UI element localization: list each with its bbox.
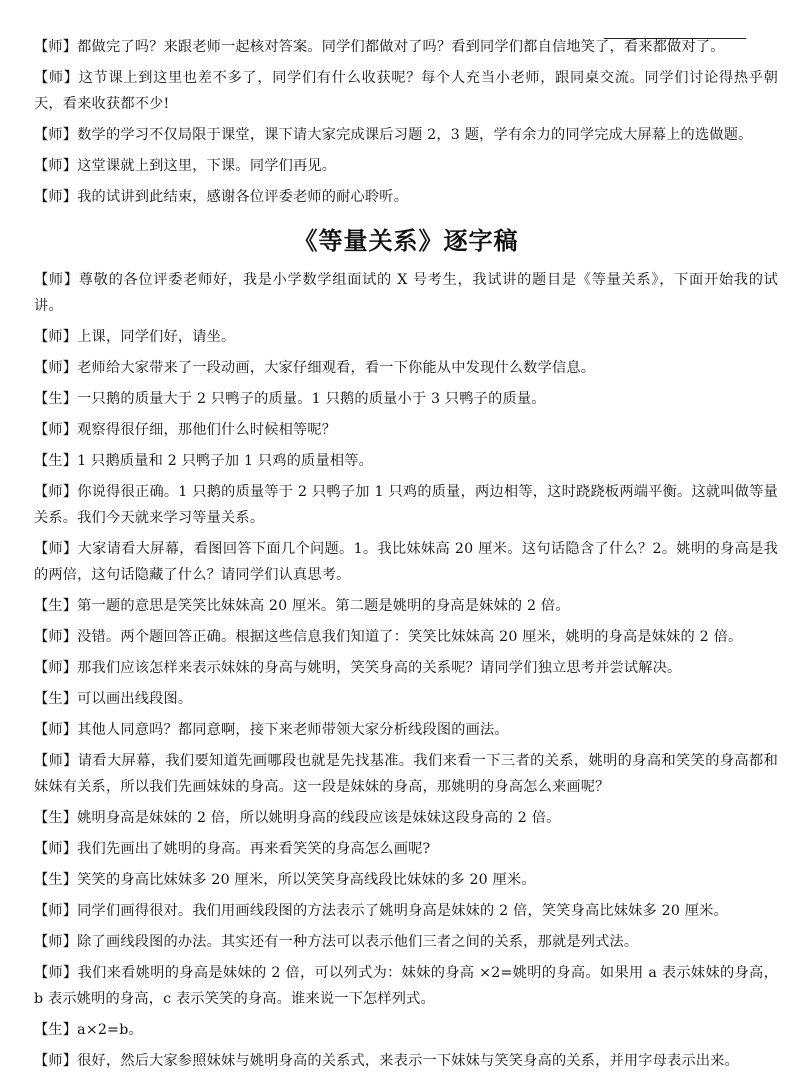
dialogue-text: 除了画线段图的办法。其实还有一种方法可以表示他们三者之间的关系，那就是列式法。 xyxy=(77,934,639,950)
document-title: 《等量关系》逐字稿 xyxy=(293,226,519,255)
dialogue-text: 1 只鹅质量和 2 只鸭子加 1 只鸡的质量相等。 xyxy=(77,453,373,469)
speaker-tag: 【生】 xyxy=(34,598,78,614)
dialogue-text: 我的试讲到此结束，感谢各位评委老师的耐心聆听。 xyxy=(77,189,409,205)
dialogue-line xyxy=(34,1048,778,1074)
dialogue-line xyxy=(34,267,778,319)
speaker-tag: 【师】 xyxy=(34,70,79,86)
dialogue-line xyxy=(34,448,778,474)
dialogue-text: 可以画出线段图。 xyxy=(77,691,193,707)
dialogue-line xyxy=(34,386,778,412)
dialogue-line xyxy=(34,324,778,350)
dialogue-text: 姚明身高是妹妹的 2 倍，所以姚明身高的线段应该是妹妹这段身高的 2 倍。 xyxy=(77,810,561,826)
dialogue-line xyxy=(34,593,778,619)
speaker-tag: 【师】 xyxy=(34,39,78,55)
dialogue-text: 都做完了吗？来跟老师一起核对答案。同学们都做对了吗？看到同学们都自信地笑了，看来都做对了。 xyxy=(77,39,725,55)
dialogue-text: a×2=b。 xyxy=(77,1022,143,1038)
dialogue-text: 观察得很仔细，那他们什么时候相等呢？ xyxy=(77,422,337,438)
dialogue-text: 那我们应该怎样来表示妹妹的身高与姚明，笑笑身高的关系呢？请同学们独立思考并尝试解决。 xyxy=(77,660,682,676)
speaker-tag: 【生】 xyxy=(34,453,78,469)
speaker-tag: 【生】 xyxy=(34,872,78,888)
speaker-tag: 【师】 xyxy=(34,158,78,174)
dialogue-line xyxy=(34,153,778,179)
dialogue-line xyxy=(34,479,778,531)
dialogue-line xyxy=(34,867,778,893)
dialogue-text: 没错。两个题回答正确。根据这些信息我们知道了：笑笑比妹妹高 20 厘米，姚明的身高是妹妹的 2 倍。 xyxy=(77,629,743,645)
dialogue-line xyxy=(34,65,778,117)
speaker-tag: 【师】 xyxy=(34,1053,78,1069)
speaker-tag: 【生】 xyxy=(34,391,78,407)
section-one xyxy=(34,34,778,210)
dialogue-text: 第一题的意思是笑笑比妹妹高 20 厘米。第二题是姚明的身高是妹妹的 2 倍。 xyxy=(77,598,570,614)
dialogue-line xyxy=(34,355,778,381)
dialogue-text: 你说得很正确。1 只鹅的质量等于 2 只鸭子加 1 只鸡的质量，两边相等，这时跷跷板两端平衡。这就叫做等量关系。我们今天就来学习等量关系。 xyxy=(34,484,778,526)
dialogue-text: 很好，然后大家参照妹妹与姚明身高的关系式，来表示一下妹妹与笑笑身高的关系，并用字母表示出来。 xyxy=(77,1053,740,1069)
dialogue-line xyxy=(34,717,778,743)
speaker-tag: 【师】 xyxy=(34,360,78,376)
speaker-tag: 【师】 xyxy=(34,422,78,438)
speaker-tag: 【师】 xyxy=(34,127,78,143)
dialogue-line xyxy=(34,122,778,148)
dialogue-text: 其他人同意吗？都同意啊，接下来老师带领大家分析线段图的画法。 xyxy=(77,722,509,738)
speaker-tag: 【生】 xyxy=(34,810,78,826)
dialogue-line xyxy=(34,417,778,443)
dialogue-text: 一只鹅的质量大于 2 只鸭子的质量。1 只鹅的质量小于 3 只鸭子的质量。 xyxy=(77,391,546,407)
speaker-tag: 【师】 xyxy=(34,903,78,919)
speaker-tag: 【师】 xyxy=(34,753,78,769)
dialogue-line xyxy=(34,655,778,681)
dialogue-text: 尊敬的各位评委老师好，我是小学数学组面试的 X 号考生，我试讲的题目是《等量关系》，下面开始我的试讲。 xyxy=(34,272,778,314)
speaker-tag: 【师】 xyxy=(34,541,78,557)
speaker-tag: 【师】 xyxy=(34,629,78,645)
dialogue-line xyxy=(34,536,778,588)
speaker-tag: 【师】 xyxy=(34,965,78,981)
dialogue-line xyxy=(34,184,778,210)
speaker-tag: 【师】 xyxy=(34,272,79,288)
dialogue-line xyxy=(34,624,778,650)
speaker-tag: 【生】 xyxy=(34,691,78,707)
dialogue-line xyxy=(34,929,778,955)
dialogue-line xyxy=(34,1017,778,1043)
dialogue-text: 同学们画得很对。我们用画线段图的方法表示了姚明身高是妹妹的 2 倍，笑笑身高比妹妹多 20 厘米。 xyxy=(77,903,728,919)
section-two xyxy=(34,267,778,1074)
dialogue-text: 大家请看大屏幕，看图回答下面几个问题。1。我比妹妹高 20 厘米。这句话隐含了什么？2。姚明的身高是我的两倍，这句话隐藏了什么？请同学们认真思考。 xyxy=(34,541,778,583)
dialogue-line xyxy=(34,898,778,924)
dialogue-text: 笑笑的身高比妹妹多 20 厘米，所以笑笑身高线段比妹妹的多 20 厘米。 xyxy=(77,872,536,888)
dialogue-text: 这堂课就上到这里，下课。同学们再见。 xyxy=(77,158,337,174)
speaker-tag: 【师】 xyxy=(34,660,78,676)
speaker-tag: 【师】 xyxy=(34,484,78,500)
dialogue-text: 我们来看姚明的身高是妹妹的 2 倍，可以列式为：妹妹的身高 ×2=姚明的身高。如果用 a 表示妹妹的身高，b 表示姚明的身高，c 表示笑笑的身高。谁来说一下怎样列式。 xyxy=(34,965,778,1007)
dialogue-line xyxy=(34,686,778,712)
dialogue-text: 这节课上到这里也差不多了，同学们有什么收获呢？每个人充当小老师，跟同桌交流。同学们讨论得热乎朝天，看来收获都不少! xyxy=(34,70,778,112)
dialogue-text: 数学的学习不仅局限于课堂，课下请大家完成课后习题 2，3 题，学有余力的同学完成大屏幕上的选做题。 xyxy=(77,127,753,143)
speaker-tag: 【师】 xyxy=(34,329,78,345)
dialogue-line xyxy=(34,748,778,800)
dialogue-line xyxy=(34,960,778,1012)
speaker-tag: 【师】 xyxy=(34,934,78,950)
dialogue-line xyxy=(34,34,778,60)
dialogue-text: 我们先画出了姚明的身高。再来看笑笑的身高怎么画呢? xyxy=(77,841,431,857)
speaker-tag: 【生】 xyxy=(34,1022,78,1038)
dialogue-text: 老师给大家带来了一段动画，大家仔细观看，看一下你能从中发现什么数学信息。 xyxy=(77,360,596,376)
dialogue-line xyxy=(34,805,778,831)
dialogue-text: 上课，同学们好，请坐。 xyxy=(77,329,236,345)
speaker-tag: 【师】 xyxy=(34,841,78,857)
document-page xyxy=(34,34,778,1079)
speaker-tag: 【师】 xyxy=(34,189,78,205)
dialogue-line xyxy=(34,836,778,862)
dialogue-text: 请看大屏幕，我们要知道先画哪段也就是先找基准。我们来看一下三者的关系，姚明的身高和笑笑的身高都和妹妹有关系，所以我们先画妹妹的身高。这一段是妹妹的身高，那姚明的身高怎么来画呢？ xyxy=(34,753,778,795)
speaker-tag: 【师】 xyxy=(34,722,78,738)
